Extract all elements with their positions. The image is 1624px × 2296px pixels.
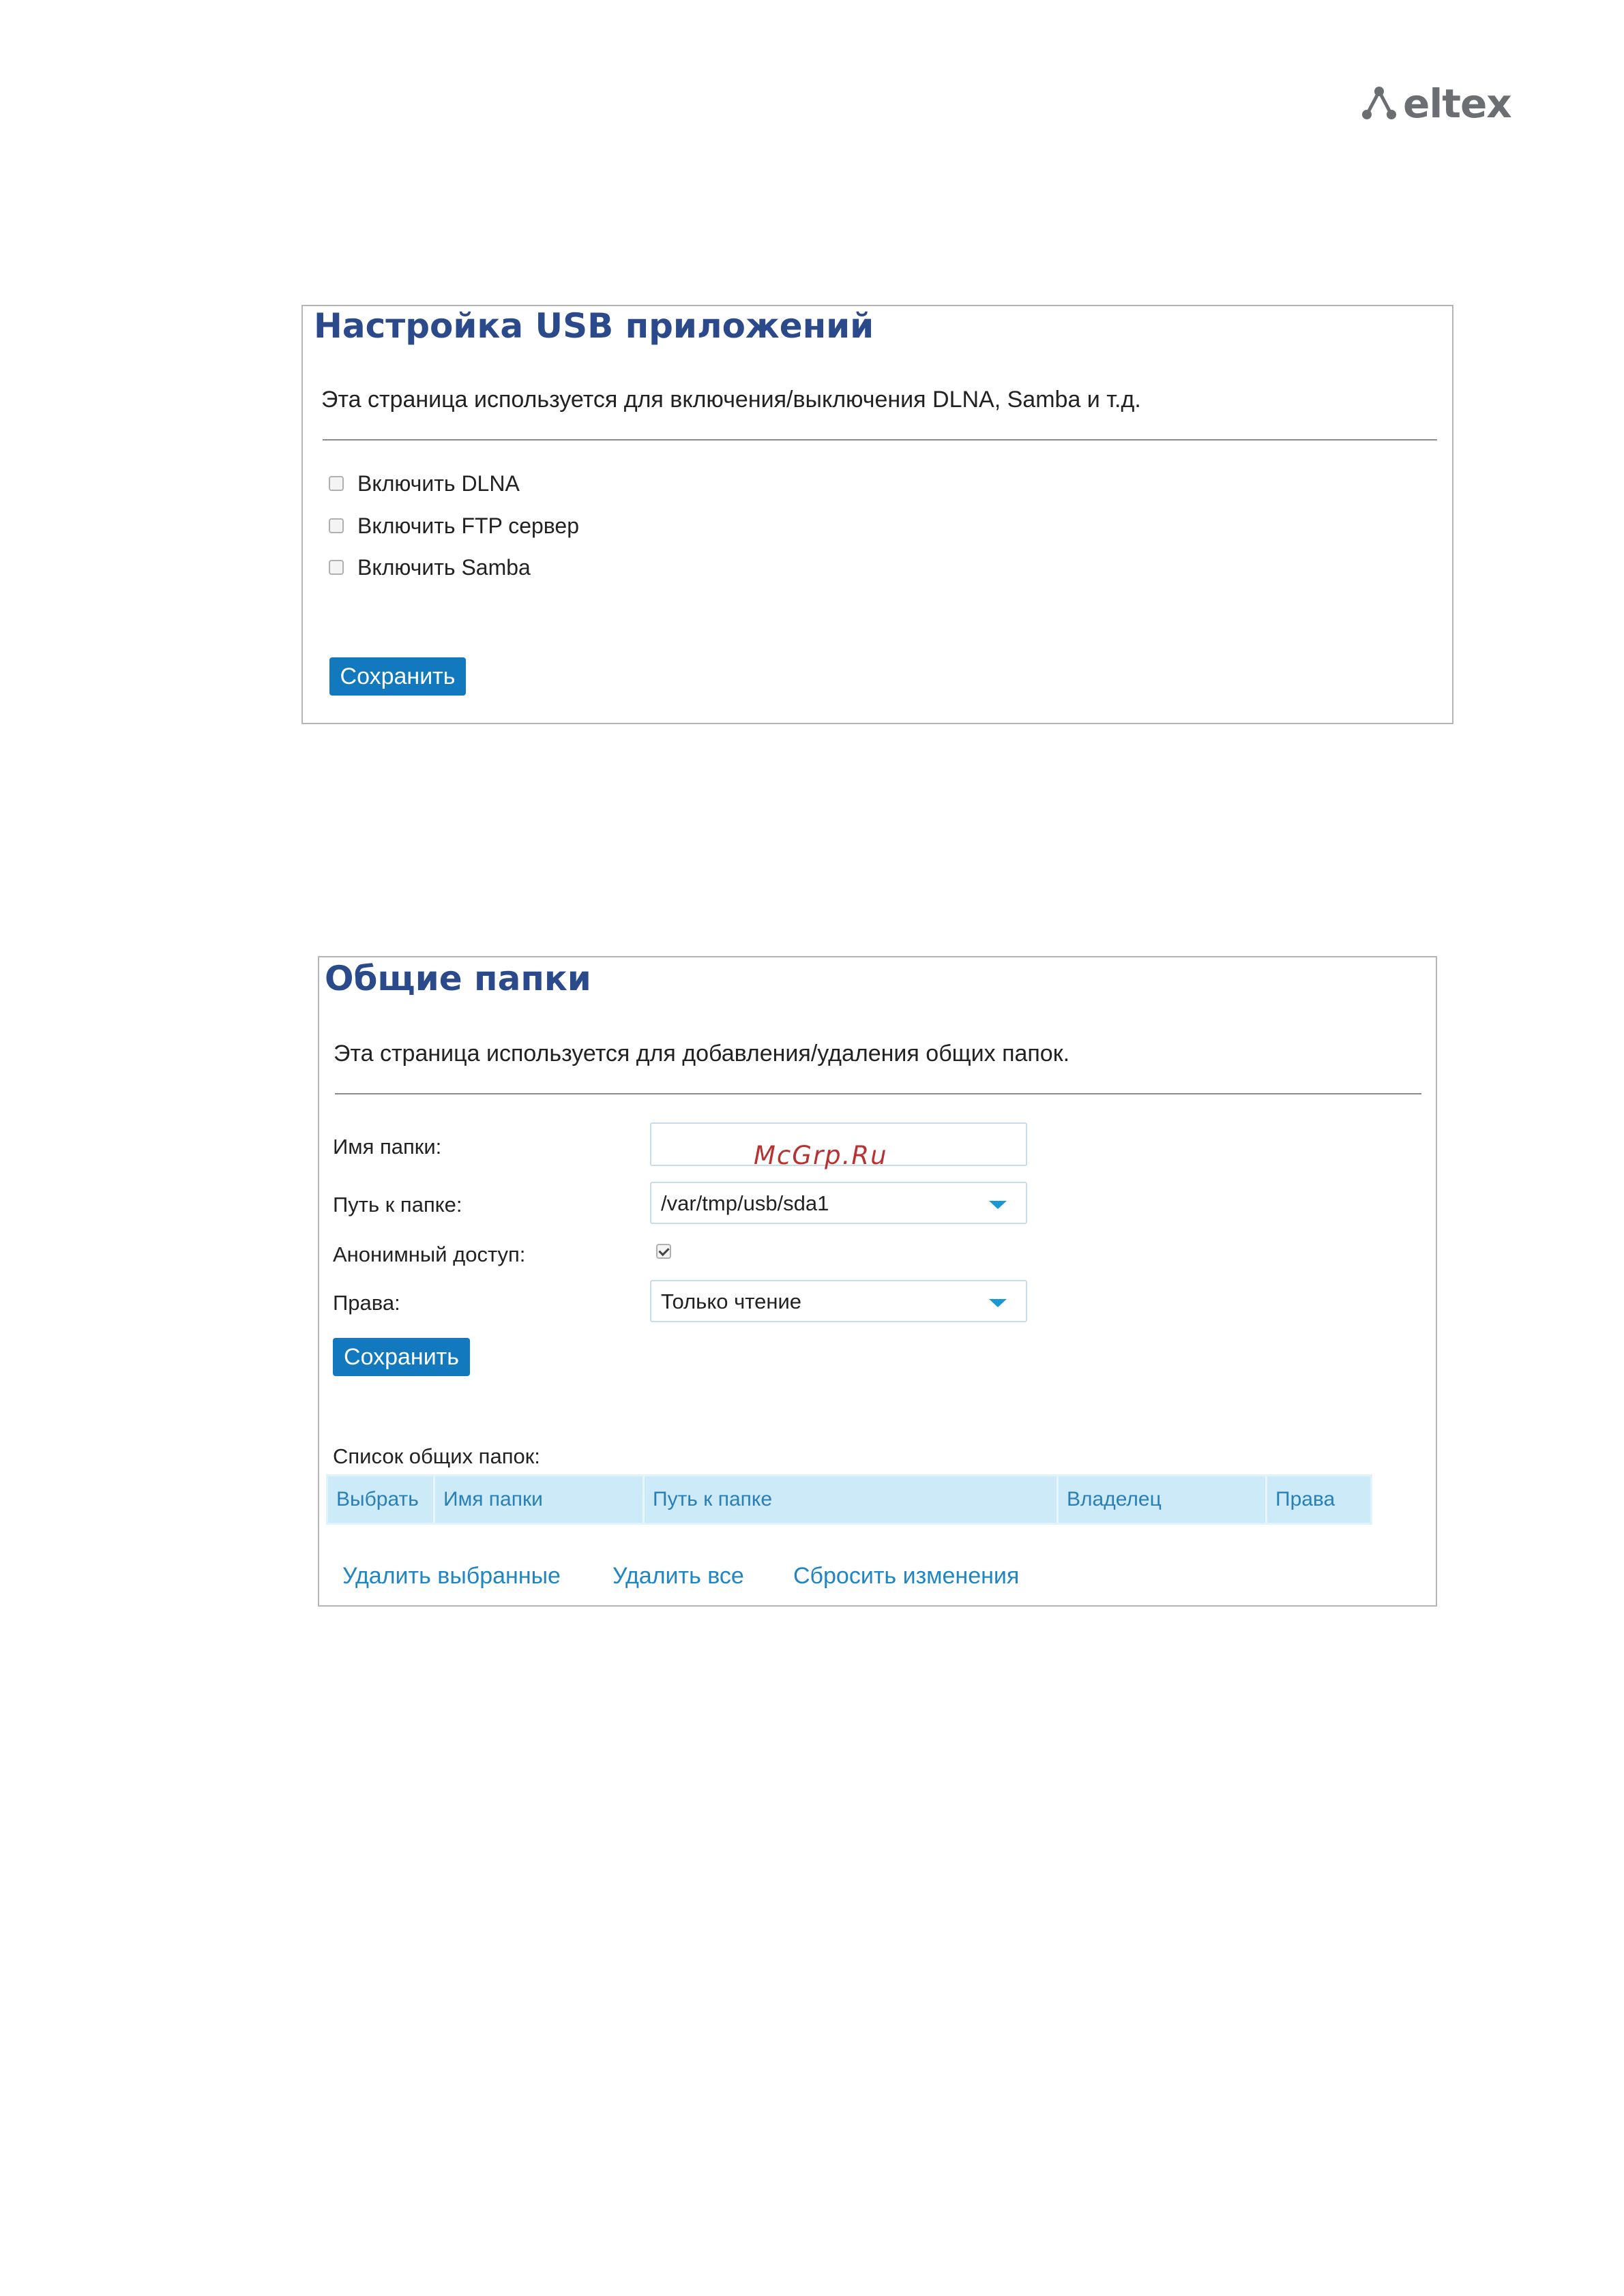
eltex-logo-icon [1361,85,1398,122]
folder-path-value: /var/tmp/usb/sda1 [661,1191,829,1215]
column-owner: Владелец [1059,1476,1267,1523]
folder-path-label: Путь к папке: [333,1193,462,1217]
delete-selected-link[interactable]: Удалить выбранные [342,1563,561,1589]
dlna-option[interactable] [329,473,520,494]
column-folder-path: Путь к папке [645,1476,1059,1523]
shared-folders-divider [335,1093,1421,1094]
usb-save-button[interactable]: Сохранить [329,657,466,696]
eltex-logo [1361,80,1511,127]
anonymous-access-label: Анонимный доступ: [333,1242,526,1266]
rights-value: Только чтение [661,1289,801,1313]
watermark: McGrp.Ru [754,1141,888,1170]
usb-apps-title: Настройка USB приложений [314,306,874,346]
column-select: Выбрать [328,1476,435,1523]
samba-option[interactable] [329,556,531,578]
folder-name-label: Имя папки: [333,1135,442,1159]
ftp-label: Включить FTP сервер [357,513,580,538]
column-rights: Права [1275,1488,1335,1510]
rights-label: Права: [333,1291,400,1315]
samba-checkbox[interactable] [329,560,344,575]
delete-all-link[interactable]: Удалить все [612,1563,744,1589]
rights-select[interactable] [650,1280,1027,1322]
shared-folders-description: Эта страница используется для добавления/удаления общих папок. [334,1041,1070,1067]
chevron-down-icon [989,1299,1007,1307]
shared-folders-table-header [326,1474,1372,1525]
chevron-down-icon [989,1201,1007,1209]
samba-label: Включить Samba [357,555,531,580]
usb-apps-panel [301,305,1453,724]
usb-apps-divider [323,439,1437,441]
ftp-checkbox[interactable] [329,518,344,533]
column-folder-name: Имя папки [435,1476,645,1523]
shared-folders-title: Общие папки [325,959,591,998]
dlna-checkbox[interactable] [329,476,344,491]
eltex-logo-text: eltex [1403,80,1511,127]
ftp-option[interactable] [329,515,579,537]
folder-path-select[interactable] [650,1182,1027,1224]
shares-save-button[interactable]: Сохранить [333,1338,470,1376]
dlna-label: Включить DLNA [357,471,520,496]
usb-apps-description: Эта страница используется для включения/выключения DLNA, Samba и т.д. [321,387,1141,413]
anonymous-access-checkbox[interactable] [656,1244,671,1259]
shared-folders-list-label: Список общих папок: [333,1444,540,1468]
reset-changes-link[interactable]: Сбросить изменения [793,1563,1020,1589]
